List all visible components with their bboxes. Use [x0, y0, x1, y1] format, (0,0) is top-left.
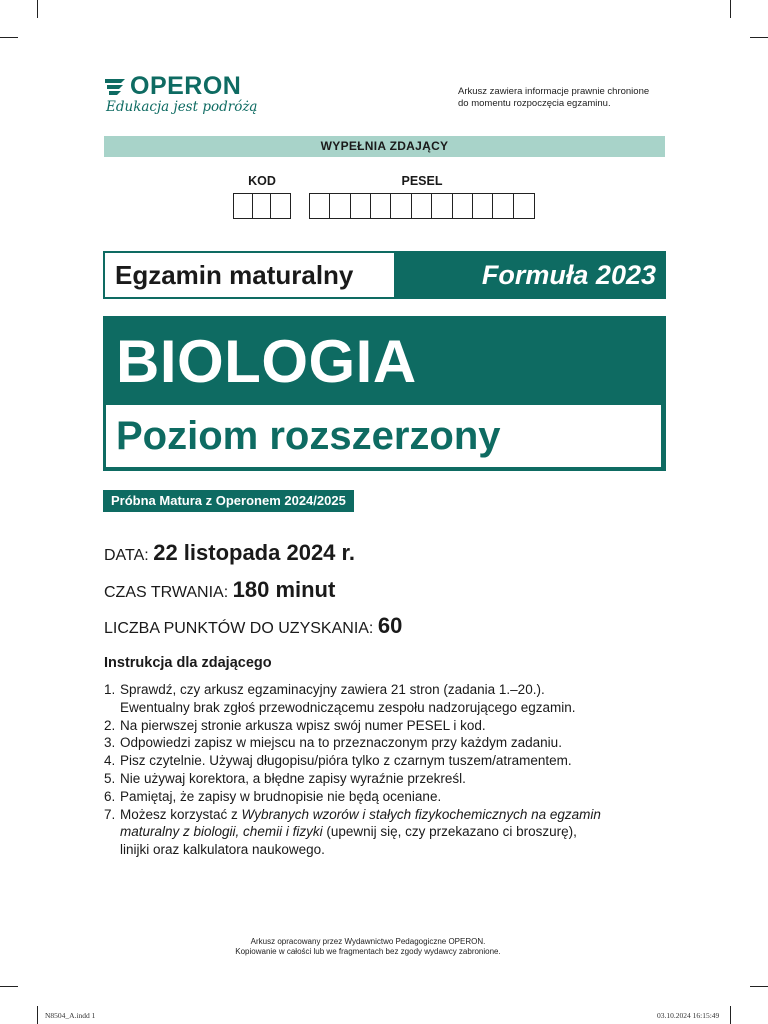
instruction-number: 5. [104, 770, 116, 786]
instruction-text: Nie używaj korektora, a błędne zapisy wyraźnie przekreśl. [120, 770, 466, 786]
exam-level: Poziom rozszerzony [116, 414, 501, 458]
instruction-item [104, 788, 684, 806]
pesel-digit-box[interactable] [371, 194, 391, 218]
pesel-digit-box[interactable] [493, 194, 513, 218]
print-slug-file: N8504_A.indd 1 [45, 1011, 96, 1020]
operon-logo [104, 72, 274, 118]
trial-badge: Próbna Matura z Operonem 2024/2025 [103, 490, 354, 512]
instruction-text: Na pierwszej stronie arkusza wpisz swój numer PESEL i kod. [120, 717, 486, 733]
publisher-footer [0, 937, 736, 957]
points-label: LICZBA PUNKTÓW DO UZYSKANIA: [104, 620, 374, 637]
exam-formula: Formuła 2023 [481, 260, 656, 290]
pesel-digit-box[interactable] [310, 194, 330, 218]
footer-line: Arkusz opracowany przez Wydawnictwo Pedagogiczne OPERON. [250, 937, 486, 946]
instruction-segment: Możesz korzystać z [120, 806, 242, 822]
notice-line: Arkusz zawiera informacje prawnie chronione [458, 86, 650, 97]
instruction-item [104, 681, 684, 717]
kod-label: KOD [248, 174, 276, 188]
pesel-digit-box[interactable] [351, 194, 371, 218]
kod-digit-box[interactable] [271, 194, 290, 218]
logo-wordmark: OPERON [130, 72, 242, 100]
instruction-text: Pisz czytelnie. Używaj długopisu/pióra tylko z czarnym tuszem/atramentem. [120, 753, 572, 769]
crop-mark [730, 1006, 731, 1024]
instruction-number: 2. [104, 717, 116, 733]
instruction-item [104, 752, 684, 770]
subject-title: BIOLOGIA [116, 328, 417, 395]
level-box [106, 405, 661, 467]
brochure-title-part: maturalny z biologii, chemii i fizyki [120, 824, 323, 840]
instructions-title: Instrukcja dla zdającego [104, 655, 272, 671]
pesel-label: PESEL [401, 174, 443, 188]
duration-value: 180 minut [232, 577, 336, 602]
exam-band [103, 251, 666, 299]
date-value: 22 listopada 2024 r. [153, 540, 355, 565]
instruction-text: Odpowiedzi zapisz w miejscu na to przeznaczonym przy każdym zadaniu. [120, 735, 562, 751]
candidate-fill-bar: WYPEŁNIA ZDAJĄCY [104, 136, 665, 157]
instruction-line: Sprawdź, czy arkusz egzaminacyjny zawiera 21 stron (zadania 1.–20.). [120, 682, 545, 697]
instruction-item [104, 717, 684, 735]
instruction-text [120, 806, 684, 859]
pesel-digit-box[interactable] [330, 194, 350, 218]
kod-digit-box[interactable] [253, 194, 272, 218]
notice-line: do momentu rozpoczęcia egzaminu. [458, 98, 611, 109]
crop-mark [0, 37, 18, 38]
instruction-text [120, 681, 684, 717]
instruction-text: Pamiętaj, że zapisy w brudnopisie nie będą oceniane. [120, 788, 442, 804]
instruction-segment: (upewnij się, czy przekazano ci broszurę), [322, 824, 577, 840]
pesel-digit-box[interactable] [453, 194, 473, 218]
pesel-digit-box[interactable] [432, 194, 452, 218]
exam-name: Egzamin maturalny [105, 253, 394, 297]
crop-mark [37, 1006, 38, 1024]
footer-line: Kopiowanie w całości lub we fragmentach bez zgody wydawcy zabronione. [235, 947, 501, 956]
points-line [104, 613, 402, 639]
instruction-line: linijki oraz kalkulatora naukowego. [120, 842, 325, 858]
subject-band [103, 316, 666, 471]
legal-notice [458, 86, 678, 110]
crop-mark [37, 0, 38, 18]
instruction-item [104, 770, 684, 788]
instruction-item [104, 806, 684, 859]
instruction-number: 4. [104, 753, 116, 769]
instruction-line: Ewentualny brak zgłoś przewodniczącemu zespołu nadzorującego egzamin. [120, 699, 576, 715]
instruction-item [104, 734, 684, 752]
instruction-number: 1. [104, 682, 116, 697]
kod-field[interactable] [233, 193, 291, 219]
pesel-digit-box[interactable] [473, 194, 493, 218]
instruction-number: 3. [104, 735, 116, 751]
instruction-number: 6. [104, 788, 116, 804]
duration-label: CZAS TRWANIA: [104, 584, 229, 601]
crop-mark [750, 986, 768, 987]
instructions-list [104, 681, 684, 859]
crop-mark [0, 986, 18, 987]
instruction-number: 7. [104, 806, 116, 822]
date-label: DATA: [104, 547, 149, 564]
date-line [104, 540, 355, 566]
crop-mark [730, 0, 731, 18]
duration-line [104, 577, 335, 603]
pesel-digit-box[interactable] [391, 194, 411, 218]
points-value: 60 [377, 613, 403, 638]
brochure-title-part: Wybranych wzorów i stałych fizykochemicznych na egzamin [241, 806, 601, 822]
print-slug-timestamp: 03.10.2024 16:15:49 [657, 1011, 720, 1020]
pesel-digit-box[interactable] [514, 194, 534, 218]
pesel-field[interactable] [309, 193, 535, 219]
kod-digit-box[interactable] [234, 194, 253, 218]
logo-tagline: Edukacja jest podróżą [106, 99, 258, 115]
pesel-digit-box[interactable] [412, 194, 432, 218]
book-arrow-icon [104, 75, 130, 97]
crop-mark [750, 37, 768, 38]
